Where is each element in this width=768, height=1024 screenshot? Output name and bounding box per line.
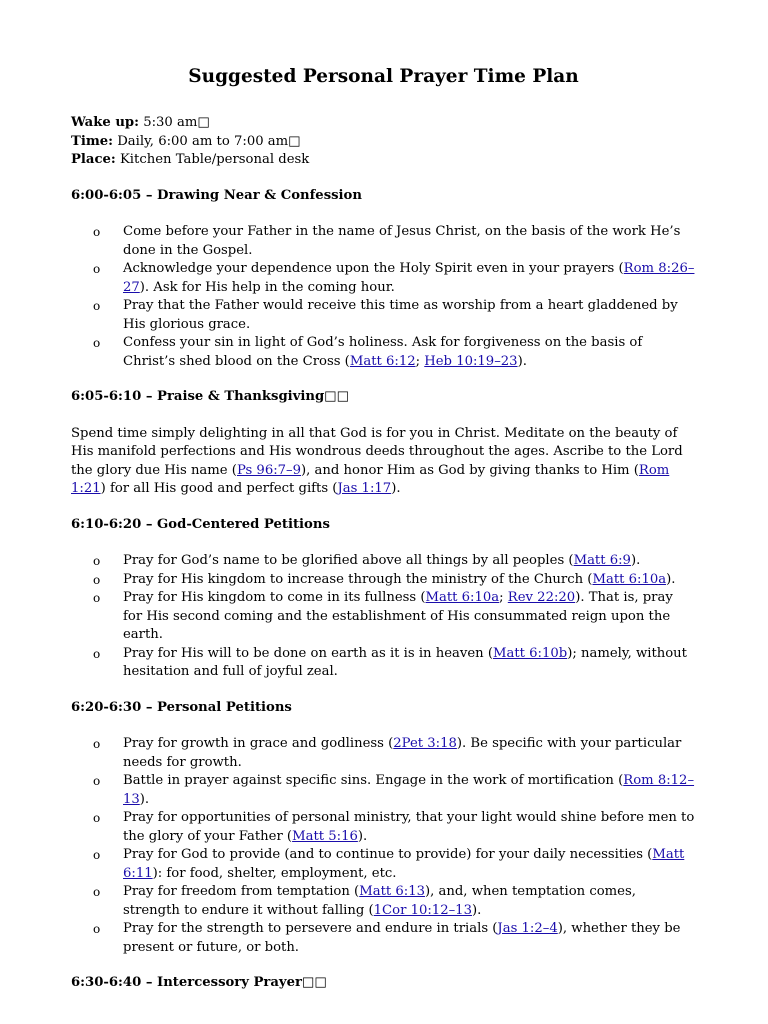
bullet-icon: o: [93, 554, 101, 568]
bullet-icon: o: [93, 646, 101, 661]
page-title: Suggested Personal Prayer Time Plan: [188, 66, 579, 87]
scripture-link[interactable]: Rom 1:21: [71, 462, 670, 496]
scripture-link[interactable]: 1Cor 10:12–13: [373, 902, 472, 918]
list-item: [71, 645, 696, 682]
item-text: ).: [139, 791, 150, 807]
item-text: Confess your sin in light of God’s holiness. Ask for forgiveness on the basis of Christ’s shed blood on the Cross (: [123, 335, 643, 369]
bullet-icon: o: [93, 848, 101, 862]
scripture-link[interactable]: Jas 1:2–4: [497, 921, 558, 936]
item-text: Pray for growth in grace and godliness (: [123, 736, 394, 751]
scripture-link[interactable]: Matt 6:10a: [592, 571, 667, 587]
list-item: [71, 297, 696, 334]
personal-list: [71, 735, 696, 957]
bullet-icon: o: [93, 336, 101, 350]
scripture-link[interactable]: Matt 6:12: [349, 353, 416, 369]
schedule-info: [71, 114, 696, 170]
item-text: ).: [630, 553, 641, 568]
bullet-icon: o: [93, 811, 101, 825]
scripture-link[interactable]: Matt 6:10b: [492, 645, 568, 661]
item-text: ).: [517, 353, 527, 369]
section-heading-confession: 6:00-6:05 – Drawing Near & Confession: [71, 187, 362, 203]
scripture-link[interactable]: Matt 6:10a: [425, 590, 500, 605]
bullet-icon: o: [93, 922, 101, 936]
place-value: Kitchen Table/personal desk: [115, 152, 310, 167]
item-text: Pray for God to provide (and to continue to provide) for your daily necessities (: [123, 847, 653, 862]
scripture-link[interactable]: Rom 8:12–13: [123, 773, 695, 807]
item-text: ); namely, without hesitation and full of joyful zeal.: [123, 645, 687, 679]
item-text: Come before your Father in the name of Jesus Christ, on the basis of the work He’s done in the Gospel.: [123, 224, 681, 258]
section-heading-intercessory: 6:30-6:40 – Intercessory Prayer□□: [71, 975, 327, 990]
item-text: Pray for His kingdom to come in its fullness (: [123, 590, 426, 605]
item-text: Pray for freedom from temptation (: [123, 884, 360, 899]
scripture-link[interactable]: Heb 10:19–23: [424, 353, 518, 369]
item-text: ;: [415, 353, 425, 369]
scripture-link[interactable]: Rev 22:20: [507, 590, 576, 605]
list-item: [71, 846, 696, 883]
wake-up-label: Wake up:: [71, 115, 140, 130]
scripture-link[interactable]: Matt 6:13: [359, 884, 425, 899]
para-text: ) for all His good and perfect gifts (: [100, 481, 338, 496]
place-line: [71, 151, 696, 170]
item-text: ).: [471, 902, 482, 918]
item-text: ), whether they be present or future, or both.: [123, 921, 681, 955]
item-text: ). Be specific with your particular needs for growth.: [123, 736, 682, 770]
scripture-link[interactable]: Jas 1:17: [337, 481, 392, 496]
item-text: ).: [666, 571, 676, 587]
bullet-icon: o: [93, 737, 101, 751]
scripture-link[interactable]: Ps 96:7–9: [236, 462, 302, 478]
wake-up-line: [71, 114, 696, 133]
item-text: ).: [357, 828, 368, 844]
time-line: [71, 133, 696, 152]
list-item: [71, 920, 696, 957]
item-text: Pray for opportunities of personal ministry, that your light would shine before men to the glory of your Father (: [123, 810, 695, 844]
item-text: Pray for His will to be done on earth as it is in heaven (: [123, 645, 493, 661]
list-item: [71, 589, 696, 645]
bullet-icon: o: [93, 225, 101, 239]
item-text: Pray for God’s name to be glorified above all things by all peoples (: [123, 553, 574, 568]
list-item: [71, 571, 696, 590]
list-item: [71, 809, 696, 846]
item-text: ;: [499, 590, 508, 605]
document: [71, 64, 696, 993]
wake-up-value: 5:30 am□: [139, 115, 210, 130]
para-text: ), and honor Him as God by giving thanks to Him (: [301, 462, 639, 478]
bullet-icon: o: [93, 591, 101, 605]
scripture-link[interactable]: Matt 5:16: [292, 828, 358, 844]
item-text: ). Ask for His help in the coming hour.: [139, 279, 395, 295]
item-text: Battle in prayer against specific sins. Engage in the work of mortification (: [123, 773, 624, 788]
list-item: [71, 223, 696, 260]
item-text: Pray for the strength to persevere and endure in trials (: [123, 921, 498, 936]
section-heading-personal: 6:20-6:30 – Personal Petitions: [71, 699, 292, 715]
time-label: Time:: [71, 133, 114, 149]
section-heading-god-centered: 6:10-6:20 – God-Centered Petitions: [71, 516, 330, 532]
section-heading-praise: 6:05-6:10 – Praise & Thanksgiving□□: [71, 389, 350, 404]
item-text: Pray for His kingdom to increase through the ministry of the Church (: [123, 571, 593, 587]
god-centered-list: [71, 552, 696, 682]
list-item: [71, 334, 696, 371]
list-item: [71, 883, 696, 920]
item-text: ). That is, pray for His second coming and the establishment of His consummated reign upon the earth.: [123, 590, 673, 642]
praise-paragraph: [71, 425, 696, 499]
scripture-link[interactable]: Matt 6:11: [123, 847, 685, 881]
list-item: [71, 772, 696, 809]
bullet-icon: o: [93, 572, 101, 587]
bullet-icon: o: [93, 885, 101, 899]
bullet-icon: o: [93, 262, 101, 276]
place-label: Place:: [71, 152, 116, 167]
list-item: [71, 552, 696, 571]
list-item: [71, 260, 696, 297]
para-text: ).: [391, 481, 401, 496]
scripture-link[interactable]: 2Pet 3:18: [393, 736, 457, 751]
confession-list: [71, 223, 696, 371]
bullet-icon: o: [93, 774, 101, 788]
bullet-icon: o: [93, 299, 101, 313]
time-value: Daily, 6:00 am to 7:00 am□: [113, 133, 301, 149]
list-item: [71, 735, 696, 772]
scripture-link[interactable]: Matt 6:9: [573, 553, 631, 568]
scripture-link[interactable]: Rom 8:26–27: [123, 261, 695, 295]
item-text: Acknowledge your dependence upon the Holy Spirit even in your prayers (: [123, 261, 624, 276]
item-text: ), and, when temptation comes, strength to endure it without falling (: [123, 884, 636, 918]
para-text: Spend time simply delighting in all that God is for you in Christ. Meditate on the beauty of His manifold perfections and His wondrous deeds throughout the ages. Ascribe to the Lord the glory due His name (: [71, 425, 683, 478]
item-text: Pray that the Father would receive this time as worship from a heart gladdened by His glorious grace.: [123, 298, 678, 332]
item-text: ): for food, shelter, employment, etc.: [152, 865, 397, 881]
